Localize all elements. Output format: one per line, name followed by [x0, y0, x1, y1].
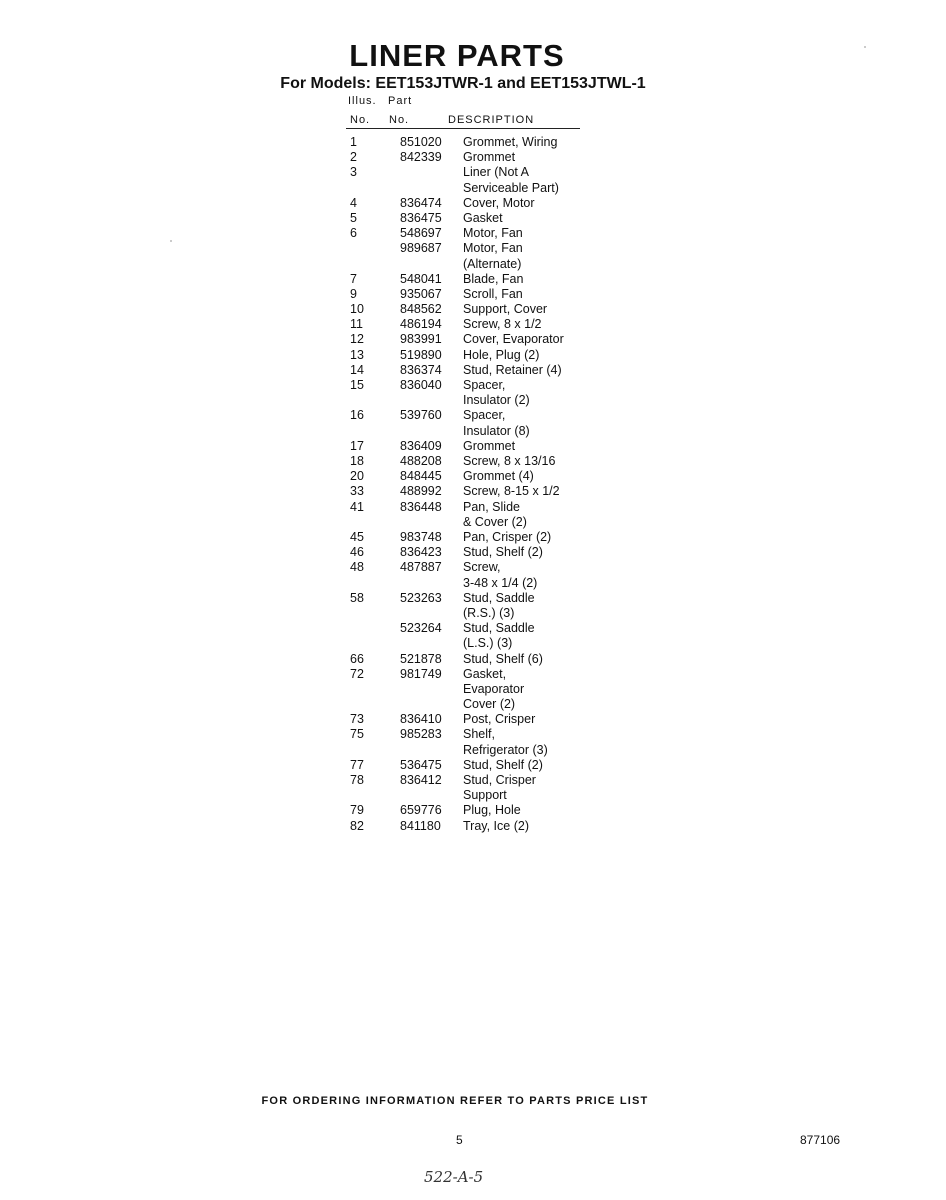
part-description [463, 165, 603, 195]
description-line: Insulator (2) [463, 393, 530, 408]
header-rule [346, 128, 580, 129]
description-line: Support [463, 788, 507, 803]
description-line: Post, Crisper [463, 712, 536, 727]
part-description [463, 439, 603, 454]
description-line: Refrigerator (3) [463, 742, 548, 757]
table-row [350, 150, 590, 165]
page-number: 5 [456, 1133, 463, 1147]
table-row [350, 378, 590, 408]
table-row [350, 196, 590, 211]
description-line: Cover (2) [463, 697, 516, 712]
table-row [350, 135, 590, 150]
description-line: Pan, Crisper (2) [463, 529, 552, 544]
description-line: Cover, Motor [463, 195, 535, 210]
table-row [350, 652, 590, 667]
part-number: 836374 [400, 362, 442, 377]
table-row [350, 803, 590, 818]
illus-number: 75 [350, 727, 364, 742]
part-description [463, 591, 603, 621]
column-header-part-no: No. [389, 114, 410, 126]
illus-number: 16 [350, 408, 364, 423]
illus-number [350, 621, 390, 636]
ordering-notice: FOR ORDERING INFORMATION REFER TO PARTS PRICE LIST [261, 1095, 649, 1107]
table-row [350, 545, 590, 560]
description-line: Spacer, [463, 378, 506, 393]
illus-number: 4 [350, 195, 357, 210]
part-number: 985283 [400, 727, 442, 742]
part-description [463, 408, 603, 438]
table-row [350, 454, 590, 469]
illus-number: 82 [350, 818, 364, 833]
description-line: 3-48 x 1/4 (2) [463, 575, 538, 590]
part-description [463, 241, 603, 271]
description-line: Liner (Not A [463, 165, 530, 180]
illus-number: 79 [350, 803, 364, 818]
part-description [463, 652, 603, 667]
table-row [350, 621, 590, 651]
table-row [350, 667, 590, 713]
part-number: 989687 [400, 241, 442, 256]
page-title: LINER PARTS [349, 38, 565, 73]
part-description [463, 727, 603, 757]
part-description [463, 545, 603, 560]
illus-number: 17 [350, 438, 364, 453]
description-line: Plug, Hole [463, 803, 521, 818]
description-line: (Alternate) [463, 256, 522, 271]
part-description [463, 454, 603, 469]
illus-number: 14 [350, 362, 364, 377]
part-description [463, 348, 603, 363]
illus-number: 13 [350, 347, 364, 362]
table-row [350, 348, 590, 363]
description-line: Pan, Slide [463, 499, 520, 514]
table-row [350, 530, 590, 545]
description-line: (L.S.) (3) [463, 636, 513, 651]
table-row [350, 317, 590, 332]
document-number: 877106 [800, 1133, 841, 1147]
table-row [350, 226, 590, 241]
description-line: Grommet [463, 438, 516, 453]
table-row [350, 591, 590, 621]
illus-number: 46 [350, 545, 364, 560]
table-row [350, 469, 590, 484]
part-number: 548041 [400, 271, 442, 286]
table-row [350, 773, 590, 803]
part-number: 523264 [400, 621, 442, 636]
part-description [463, 211, 603, 226]
description-line: Spacer, [463, 408, 506, 423]
table-row [350, 819, 590, 834]
illus-number: 7 [350, 271, 357, 286]
part-number: 488208 [400, 454, 442, 468]
description-line: Stud, Shelf (6) [463, 651, 543, 666]
table-row [350, 560, 590, 590]
description-line: Tray, Ice (2) [463, 818, 529, 833]
part-description [463, 317, 603, 332]
part-number: 848445 [400, 469, 442, 484]
parts-table [350, 135, 590, 834]
part-number: 848562 [400, 302, 442, 317]
description-line: & Cover (2) [463, 514, 527, 529]
illus-number: 1 [350, 135, 357, 149]
part-description [463, 484, 603, 499]
illus-number: 58 [350, 590, 364, 605]
illus-number [350, 241, 390, 256]
part-description [463, 803, 603, 818]
handwritten-note: 522-A-5 [424, 1168, 484, 1186]
scan-speck [864, 46, 866, 48]
illus-number: 18 [350, 454, 364, 468]
part-description [463, 667, 603, 713]
description-line: Stud, Shelf (2) [463, 757, 543, 772]
illus-number: 78 [350, 773, 364, 788]
illus-number: 41 [350, 499, 364, 514]
illus-number: 66 [350, 651, 364, 666]
part-description [463, 712, 603, 727]
table-row [350, 727, 590, 757]
description-line: Shelf, [463, 727, 495, 742]
part-number [400, 165, 462, 180]
part-description [463, 773, 603, 803]
table-row [350, 272, 590, 287]
illus-number: 5 [350, 210, 357, 225]
column-header-description: DESCRIPTION [448, 114, 535, 126]
table-row [350, 712, 590, 727]
description-line: Motor, Fan [463, 226, 523, 241]
table-row [350, 287, 590, 302]
part-number: 836423 [400, 545, 442, 560]
description-line: (R.S.) (3) [463, 605, 515, 620]
description-line: Stud, Saddle [463, 621, 535, 636]
part-number: 851020 [400, 135, 442, 149]
column-header-illus-top: Illus. [348, 95, 377, 107]
part-number: 836475 [400, 210, 442, 225]
table-row [350, 500, 590, 530]
table-row [350, 241, 590, 271]
table-row [350, 332, 590, 347]
table-row [350, 439, 590, 454]
part-number: 659776 [400, 803, 442, 818]
description-line: Stud, Retainer (4) [463, 362, 562, 377]
part-number: 935067 [400, 286, 442, 301]
part-description [463, 819, 603, 834]
part-number: 487887 [400, 560, 442, 575]
scan-speck [170, 240, 172, 242]
illus-number: 2 [350, 150, 357, 165]
table-row [350, 165, 590, 195]
illus-number: 12 [350, 332, 364, 347]
illus-number: 72 [350, 666, 364, 681]
description-line: Stud, Shelf (2) [463, 545, 543, 560]
illus-number: 77 [350, 757, 364, 772]
part-number: 836412 [400, 773, 442, 788]
part-number: 539760 [400, 408, 442, 423]
part-number: 841180 [400, 818, 441, 833]
part-description [463, 378, 603, 408]
description-line: Blade, Fan [463, 271, 524, 286]
part-description [463, 287, 603, 302]
description-line: Screw, 8-15 x 1/2 [463, 484, 560, 499]
description-line: Support, Cover [463, 302, 548, 317]
part-number: 488992 [400, 484, 442, 499]
table-row [350, 758, 590, 773]
description-line: Stud, Crisper [463, 773, 536, 788]
part-number: 523263 [400, 590, 442, 605]
description-line: Stud, Saddle [463, 590, 535, 605]
part-number: 519890 [400, 347, 442, 362]
part-description [463, 560, 603, 590]
part-number: 548697 [400, 226, 442, 241]
part-description [463, 302, 603, 317]
column-header-part-top: Part [388, 95, 413, 107]
description-line: Gasket, [463, 666, 507, 681]
illus-number: 11 [350, 317, 363, 332]
illus-number: 10 [350, 302, 364, 317]
part-number: 836040 [400, 378, 442, 393]
part-number: 836448 [400, 499, 442, 514]
description-line: Scroll, Fan [463, 286, 523, 301]
description-line: Grommet (4) [463, 469, 534, 484]
part-description [463, 469, 603, 484]
description-line: Screw, 8 x 13/16 [463, 454, 556, 468]
description-line: Screw, 8 x 1/2 [463, 317, 542, 332]
table-row [350, 408, 590, 438]
part-number: 536475 [400, 757, 442, 772]
part-number: 983991 [400, 332, 442, 347]
column-header-illus-no: No. [350, 114, 371, 126]
illus-number: 6 [350, 226, 357, 241]
description-line: Grommet, Wiring [463, 135, 558, 149]
part-description [463, 135, 603, 150]
part-number: 521878 [400, 651, 442, 666]
part-description [463, 500, 603, 530]
description-line: Evaporator [463, 681, 525, 696]
part-number: 836474 [400, 195, 442, 210]
part-number: 836409 [400, 438, 442, 453]
part-description [463, 332, 603, 347]
description-line: Screw, [463, 560, 501, 575]
part-description [463, 196, 603, 211]
illus-number: 20 [350, 469, 364, 484]
part-number: 981749 [400, 666, 442, 681]
illus-number: 15 [350, 378, 364, 393]
part-description [463, 150, 603, 165]
part-description [463, 530, 603, 545]
illus-number: 33 [350, 484, 364, 499]
description-line: Motor, Fan [463, 241, 523, 256]
description-line: Grommet [463, 150, 516, 165]
part-number: 983748 [400, 529, 442, 544]
description-line: Gasket [463, 210, 503, 225]
description-line: Hole, Plug (2) [463, 347, 540, 362]
illus-number: 48 [350, 560, 364, 575]
part-description [463, 363, 603, 378]
table-row [350, 484, 590, 499]
illus-number: 9 [350, 286, 357, 301]
part-description [463, 226, 603, 241]
illus-number: 73 [350, 712, 364, 727]
part-description [463, 758, 603, 773]
part-number: 486194 [400, 317, 442, 332]
illus-number: 45 [350, 529, 364, 544]
part-description [463, 621, 603, 651]
table-row [350, 302, 590, 317]
part-description [463, 272, 603, 287]
description-line: Cover, Evaporator [463, 332, 564, 347]
table-row [350, 363, 590, 378]
illus-number: 3 [350, 165, 357, 180]
page-subtitle: For Models: EET153JTWR-1 and EET153JTWL-1 [280, 75, 646, 92]
table-row [350, 211, 590, 226]
part-number: 836410 [400, 712, 442, 727]
part-number: 842339 [400, 150, 442, 165]
description-line: Serviceable Part) [463, 180, 559, 195]
description-line: Insulator (8) [463, 423, 530, 438]
